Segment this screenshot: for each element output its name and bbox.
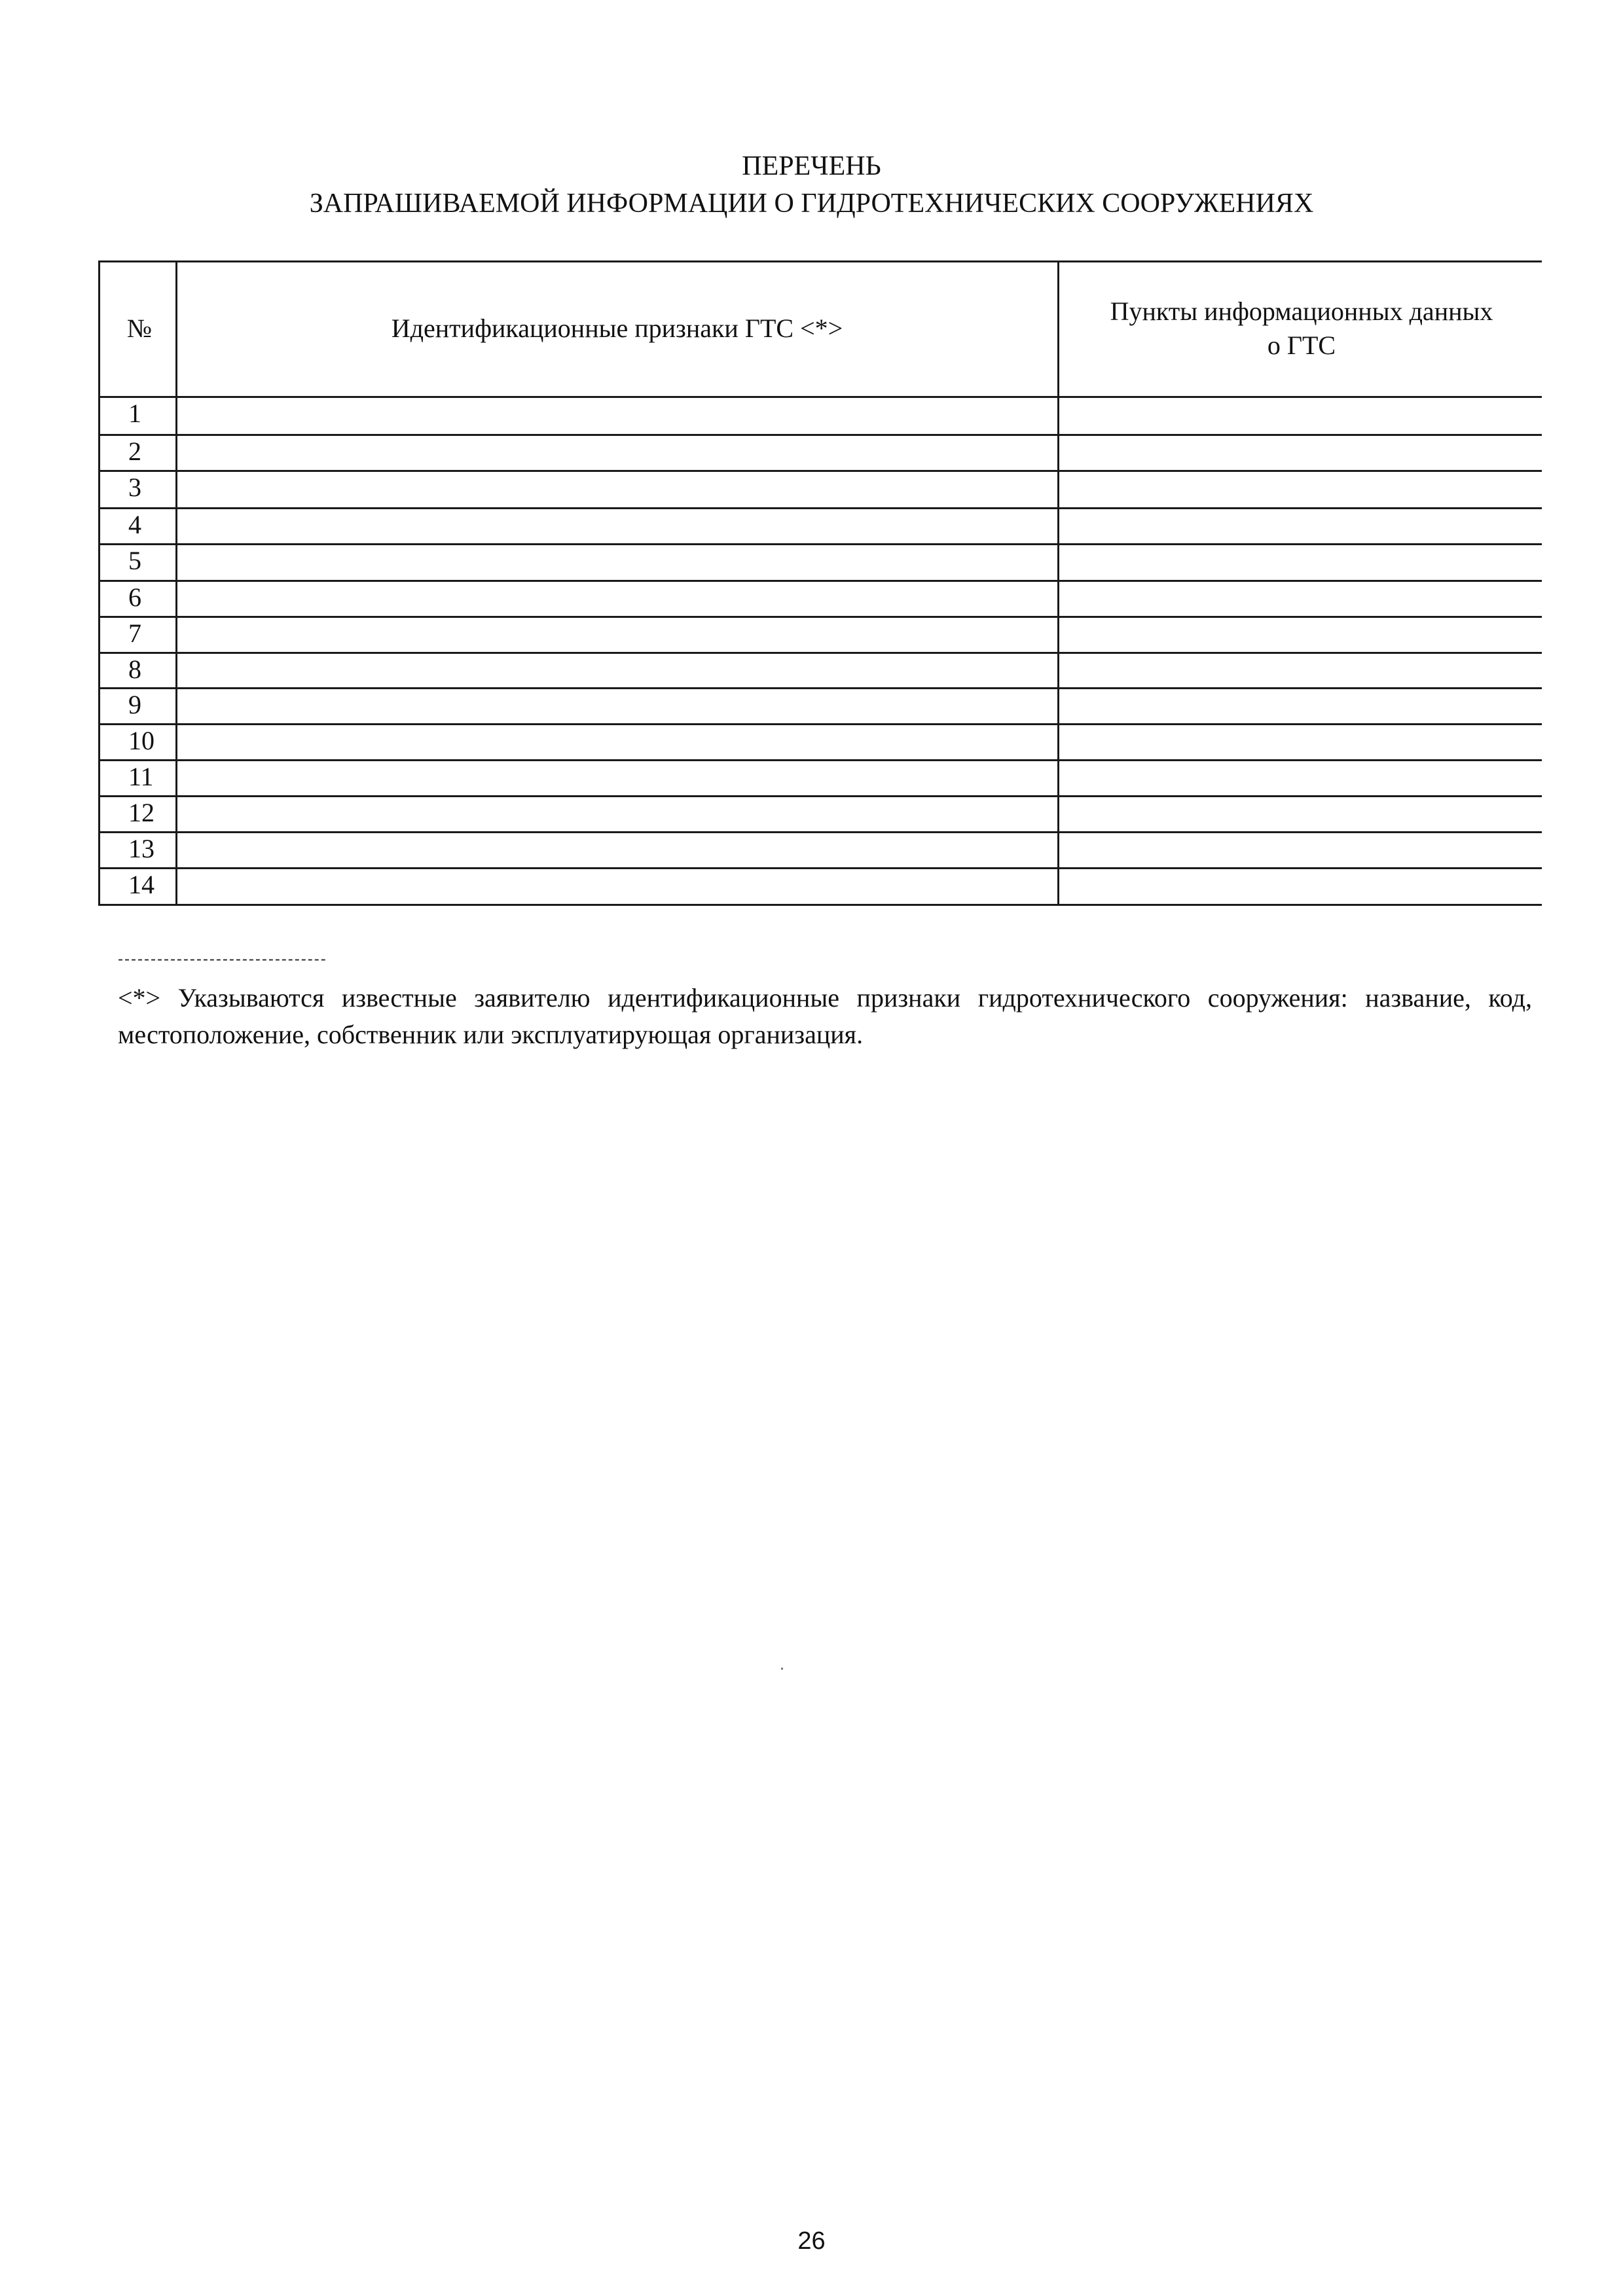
- table-row-number: 5: [128, 546, 141, 575]
- table-row-border: [98, 687, 1542, 689]
- header-bottom-border: [98, 396, 1542, 398]
- header-identification: Идентификационные признаки ГТС <*>: [391, 314, 843, 343]
- table-row-border: [98, 652, 1542, 654]
- table-row-border: [98, 470, 1542, 472]
- table-row-number: 13: [128, 834, 155, 863]
- table-row-number: 4: [128, 510, 141, 539]
- page-number: 26: [797, 2227, 826, 2255]
- table-row-number: 2: [128, 437, 141, 466]
- table-left-border: [98, 260, 100, 906]
- footnote-text: <*> Указываются известные заявителю идентификационные признаки гидротехнического сооружения: название, код, местоположение, собственник или эксплуатирующая организация.: [118, 983, 1532, 1049]
- table-row-number: 6: [128, 583, 141, 612]
- table-row-border: [98, 507, 1542, 509]
- header-number: №: [126, 314, 153, 343]
- table-row-border: [98, 831, 1542, 833]
- table-row-number: 14: [128, 870, 155, 899]
- table-row-border: [98, 580, 1542, 582]
- table-row-number: 9: [128, 690, 141, 719]
- title-line-1: ПЕРЕЧЕНЬ: [742, 151, 881, 181]
- header-points-line-2: о ГТС: [1267, 331, 1336, 360]
- table-row-number: 7: [128, 619, 141, 648]
- table-row-number: 3: [128, 473, 141, 502]
- table-top-border: [98, 260, 1542, 262]
- table-row-number: 10: [128, 726, 155, 755]
- table-row-number: 1: [128, 399, 141, 428]
- column-divider-number: [175, 260, 177, 906]
- footnote-separator: --------------------------------: [118, 950, 327, 968]
- scan-speck: [781, 1668, 783, 1670]
- header-points-line-1: Пункты информационных данных: [1110, 296, 1493, 326]
- table-row-border: [98, 795, 1542, 797]
- table-row-border: [98, 867, 1542, 869]
- table-row-border: [98, 723, 1542, 725]
- table-row-number: 12: [128, 798, 155, 827]
- column-divider-identification: [1057, 260, 1059, 906]
- title-line-2: ЗАПРАШИВАЕМОЙ ИНФОРМАЦИИ О ГИДРОТЕХНИЧЕСКИХ СООРУЖЕНИЯХ: [309, 188, 1314, 219]
- header-information-points: [1059, 295, 1544, 363]
- table-row-border: [98, 616, 1542, 618]
- table-row-border: [98, 434, 1542, 436]
- table-row-border: [98, 904, 1542, 906]
- table-row-border: [98, 759, 1542, 761]
- table-row-border: [98, 543, 1542, 545]
- table-row-number: 11: [128, 762, 154, 791]
- table-row-number: 8: [128, 655, 141, 684]
